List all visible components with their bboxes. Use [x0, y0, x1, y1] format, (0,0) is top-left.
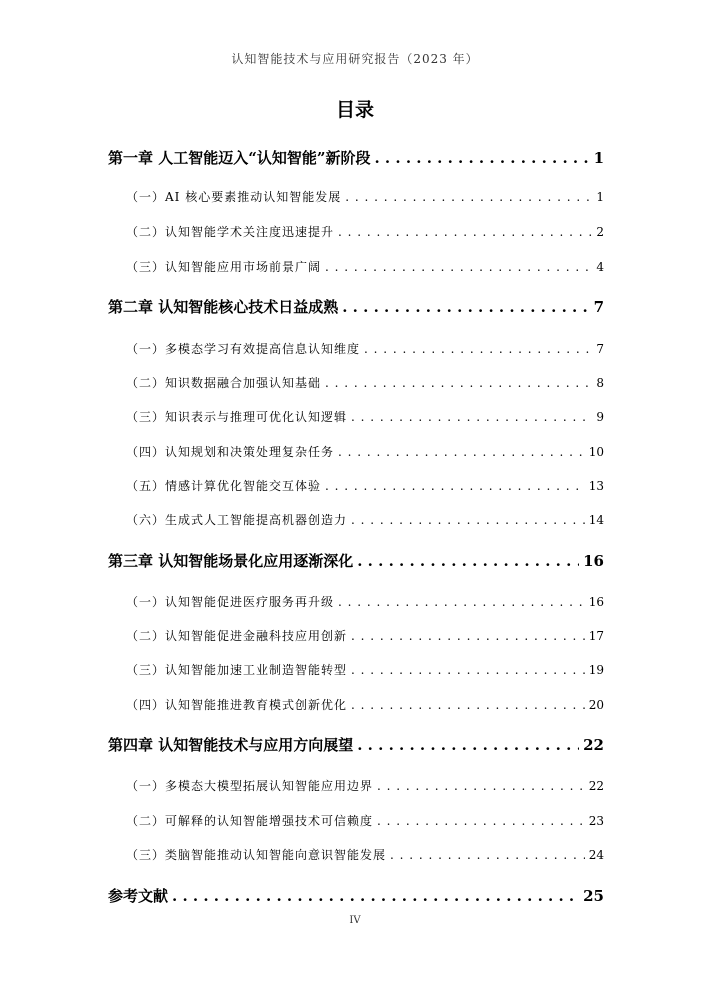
toc-leader-dots	[325, 479, 585, 493]
toc-title: 目录	[335, 99, 374, 121]
toc-entry-page: 8	[596, 376, 604, 390]
toc-entry-chapter[interactable]	[108, 296, 604, 317]
toc-entry-page: 9	[596, 410, 604, 424]
toc-leader-dots	[325, 376, 592, 390]
toc-entry-chapter[interactable]	[108, 147, 604, 168]
toc-entry-label: 第一章 人工智能迈入“认知智能”新阶段	[108, 149, 371, 167]
toc-leader-dots	[374, 149, 589, 167]
toc-entry-section[interactable]	[108, 374, 604, 391]
toc-entry-label: 第三章 认知智能场景化应用逐渐深化	[108, 552, 354, 570]
toc-entry-page: 7	[596, 342, 604, 356]
toc-entry-page: 2	[596, 225, 604, 239]
toc-leader-dots	[357, 552, 579, 570]
toc-entry-page: 13	[588, 479, 604, 493]
toc-entry-references[interactable]	[108, 885, 604, 906]
toc-entry-section[interactable]	[108, 258, 604, 275]
toc-entry-section[interactable]	[108, 846, 604, 863]
toc-entry-page: 16	[588, 595, 604, 609]
toc-entry-section[interactable]	[108, 443, 604, 460]
toc-entry-label: （二）可解释的认知智能增强技术可信赖度	[126, 814, 374, 828]
toc-leader-dots	[377, 779, 585, 793]
toc-leader-dots	[390, 848, 585, 862]
toc-leader-dots	[325, 260, 592, 274]
toc-entry-label: （五）情感计算优化智能交互体验	[126, 479, 322, 493]
toc-entry-label: 第二章 认知智能核心技术日益成熟	[108, 298, 339, 316]
toc-leader-dots	[357, 736, 579, 754]
toc-entry-label: （一）AI 核心要素推动认知智能发展	[126, 190, 342, 204]
toc-entry-label: 第四章 认知智能技术与应用方向展望	[108, 736, 354, 754]
toc-entry-label: （三）知识表示与推理可优化认知逻辑	[126, 410, 348, 424]
toc-entry-section[interactable]	[108, 340, 604, 357]
toc-entry-section[interactable]	[108, 188, 604, 205]
toc-entry-label: （二）认知智能学术关注度迅速提升	[126, 225, 335, 239]
toc-entry-section[interactable]	[108, 812, 604, 829]
page-number-footer: IV	[349, 915, 361, 926]
toc-entry-label: （二）知识数据融合加强认知基础	[126, 376, 322, 390]
toc-leader-dots	[351, 629, 585, 643]
toc-entry-page: 23	[588, 814, 604, 828]
toc-leader-dots	[351, 513, 585, 527]
toc-entry-page: 22	[588, 779, 604, 793]
toc-entry-section[interactable]	[108, 627, 604, 644]
toc-leader-dots	[351, 410, 592, 424]
toc-entry-section[interactable]	[108, 593, 604, 610]
toc-entry-section[interactable]	[108, 223, 604, 240]
toc-leader-dots	[351, 663, 585, 677]
toc-entry-section[interactable]	[108, 408, 604, 425]
toc-entry-section[interactable]	[108, 777, 604, 794]
toc-leader-dots	[364, 342, 592, 356]
toc-entry-page: 1	[593, 149, 604, 167]
toc-entry-page: 4	[596, 260, 604, 274]
toc-entry-label: （三）认知智能应用市场前景广阔	[126, 260, 322, 274]
toc-entry-label: （一）多模态学习有效提高信息认知维度	[126, 342, 361, 356]
toc-entry-chapter[interactable]	[108, 734, 604, 755]
toc-entry-page: 19	[588, 663, 604, 677]
toc-entry-chapter[interactable]	[108, 550, 604, 571]
toc-entry-label: （一）多模态大模型拓展认知智能应用边界	[126, 779, 374, 793]
toc-entry-label: （四）认知规划和决策处理复杂任务	[126, 445, 335, 459]
toc-entry-page: 7	[593, 298, 604, 316]
toc-entry-label: （四）认知智能推进教育模式创新优化	[126, 698, 348, 712]
toc-leader-dots	[345, 190, 592, 204]
toc-entry-section[interactable]	[108, 511, 604, 528]
toc-leader-dots	[338, 225, 592, 239]
toc-leader-dots	[172, 887, 579, 905]
toc-entry-label: （六）生成式人工智能提高机器创造力	[126, 513, 348, 527]
toc-leader-dots	[377, 814, 585, 828]
toc-leader-dots	[342, 298, 589, 316]
toc-entry-page: 17	[588, 629, 604, 643]
toc-entry-label: 参考文献	[108, 887, 169, 905]
toc-entry-page: 22	[583, 736, 604, 754]
toc-entry-page: 16	[583, 552, 604, 570]
toc-entry-page: 1	[596, 190, 604, 204]
toc-leader-dots	[338, 595, 585, 609]
toc-entry-page: 10	[588, 445, 604, 459]
toc-entry-label: （二）认知智能促进金融科技应用创新	[126, 629, 348, 643]
toc-leader-dots	[338, 445, 585, 459]
toc-entry-section[interactable]	[108, 661, 604, 678]
toc-entry-page: 14	[588, 513, 604, 527]
toc-entry-page: 25	[583, 887, 604, 905]
toc-entry-section[interactable]	[108, 477, 604, 494]
toc-entry-page: 24	[588, 848, 604, 862]
toc-entry-page: 20	[588, 698, 604, 712]
toc-entry-label: （一）认知智能促进医疗服务再升级	[126, 595, 335, 609]
running-header: 认知智能技术与应用研究报告（2023 年）	[231, 52, 479, 66]
toc-leader-dots	[351, 698, 585, 712]
toc-entry-label: （三）类脑智能推动认知智能向意识智能发展	[126, 848, 387, 862]
toc-entry-label: （三）认知智能加速工业制造智能转型	[126, 663, 348, 677]
toc-entry-section[interactable]	[108, 696, 604, 713]
